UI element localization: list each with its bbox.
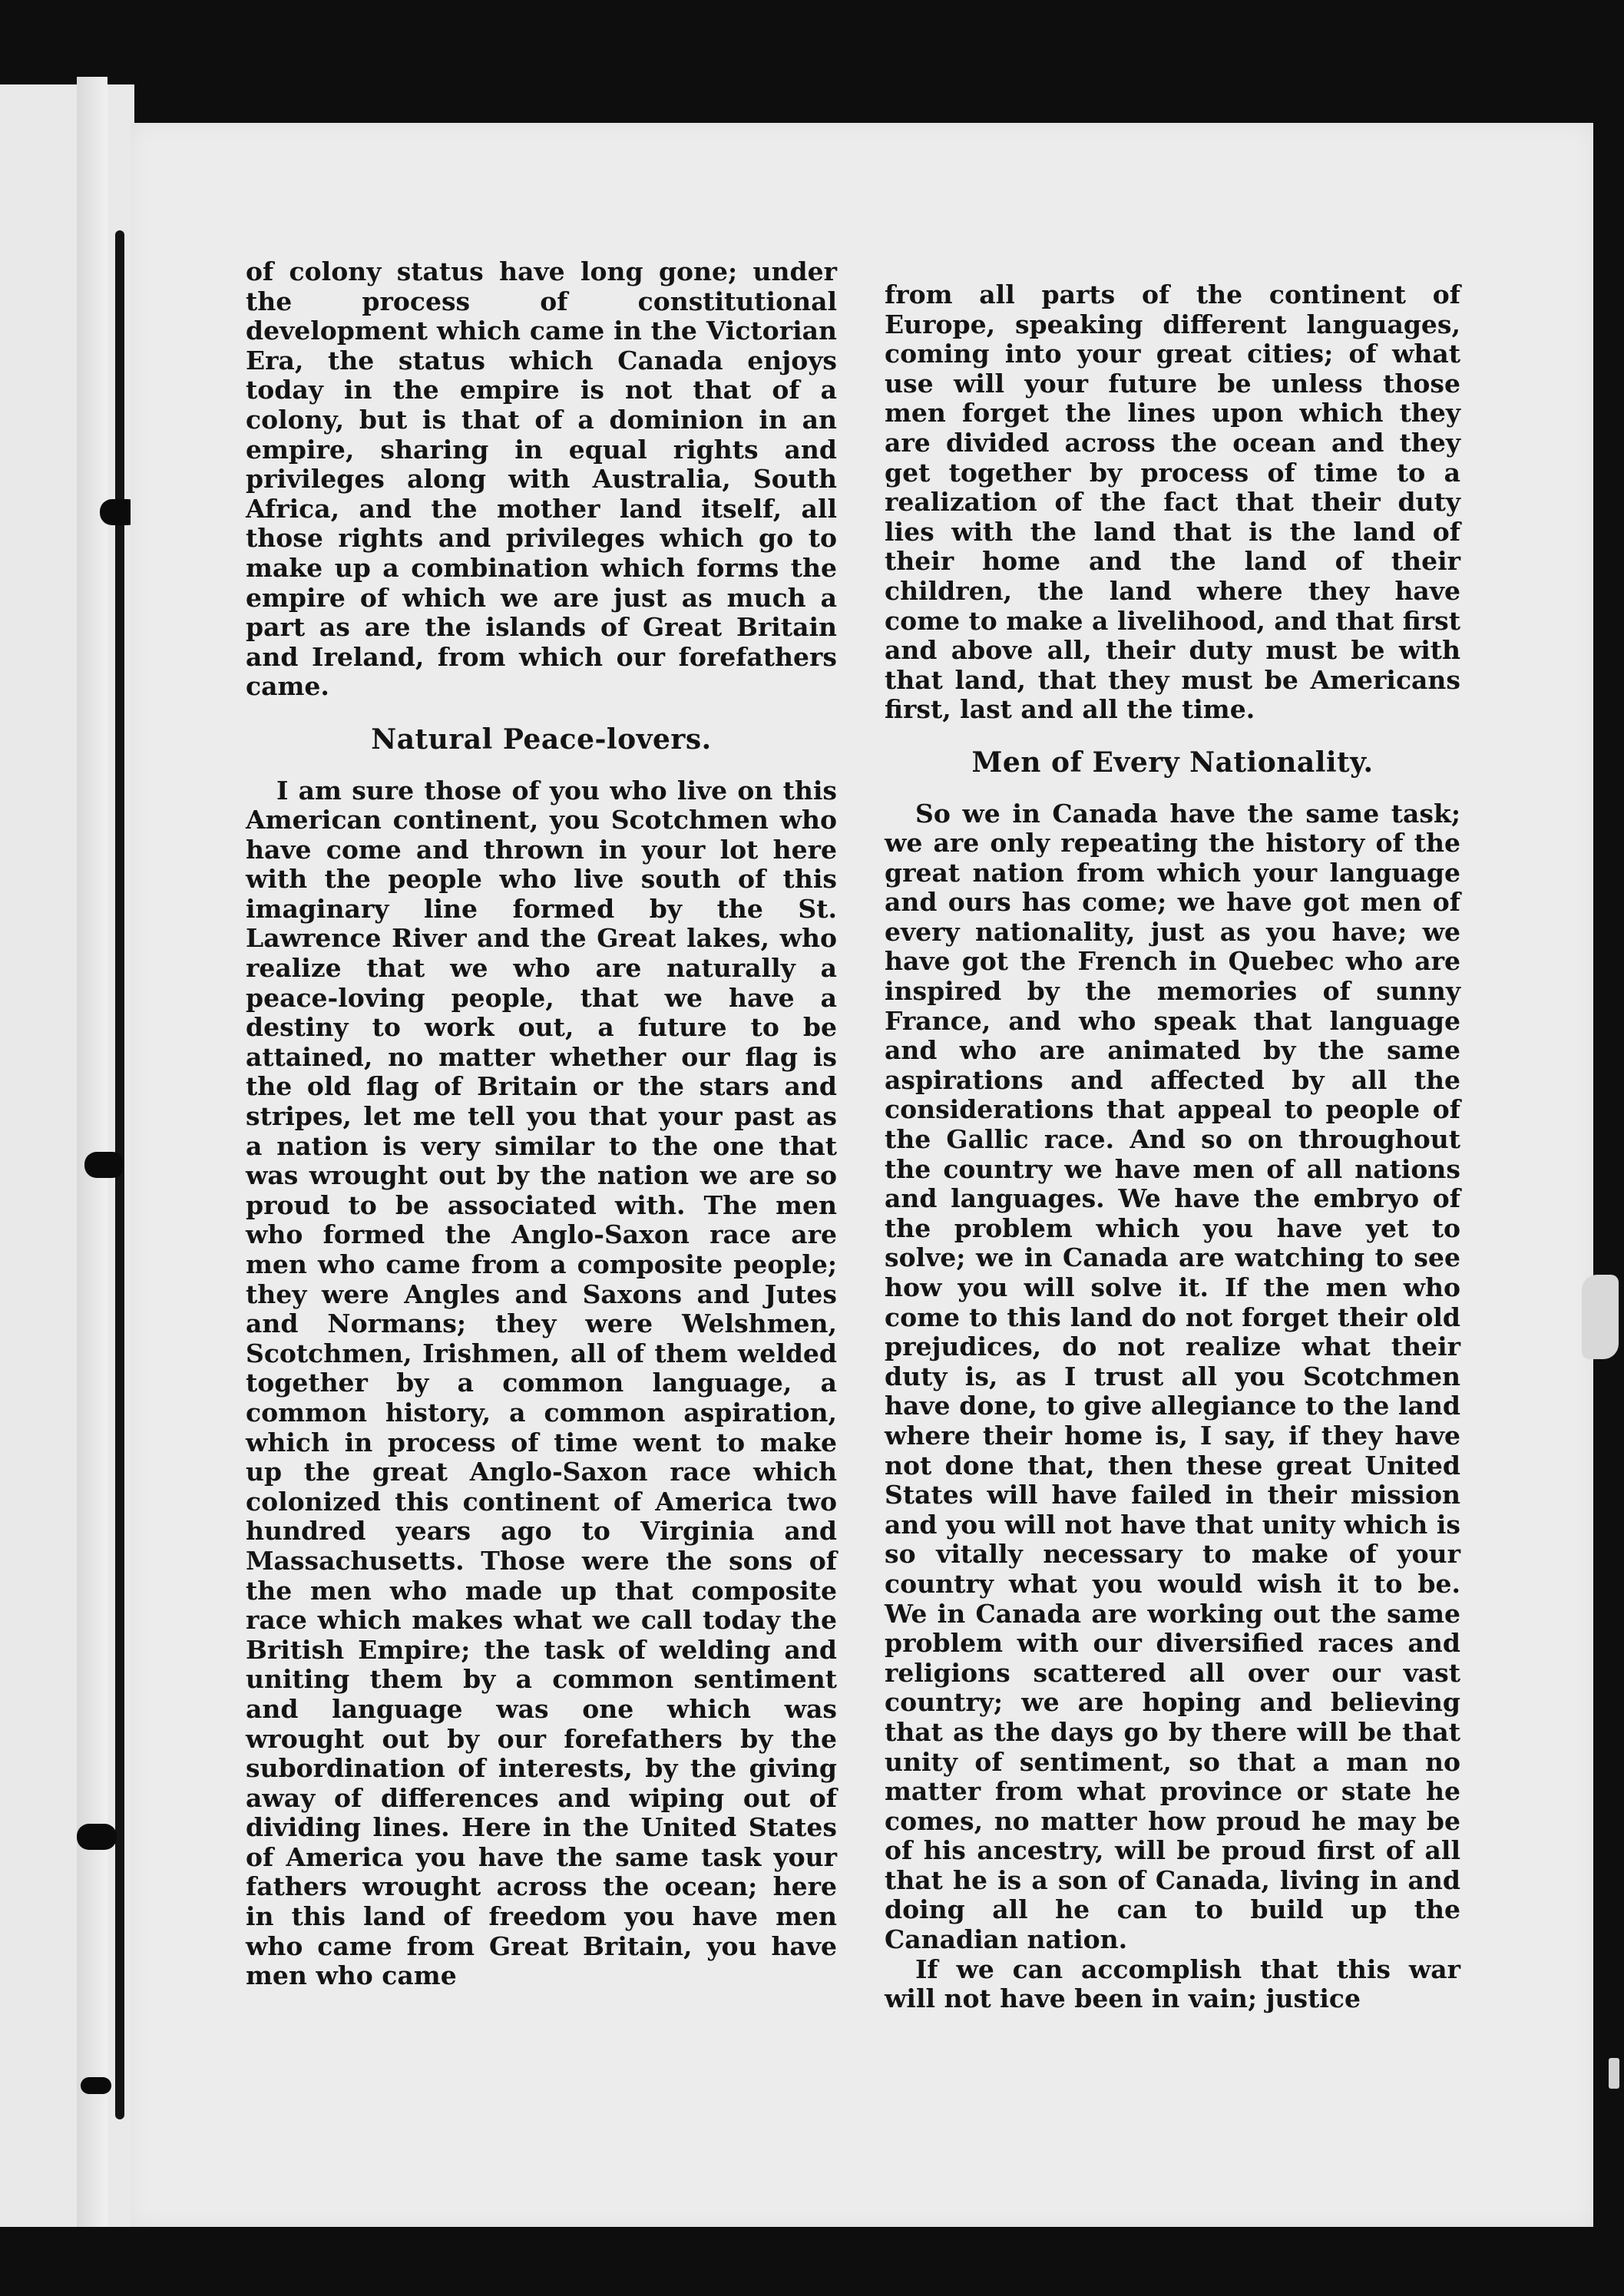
left-text-column	[246, 257, 837, 1991]
section-heading-peace-lovers: Natural Peace-lovers.	[371, 723, 712, 756]
binding-stitch	[81, 2077, 111, 2094]
paper-edge-mark	[1609, 2058, 1619, 2089]
binding-stitch	[84, 1152, 124, 1178]
paper-tear-mark	[1582, 1275, 1619, 1359]
continued-paragraph: from all parts of the continent of Europe, speaking different languages, coming into your great cities; of what use will your future be unless those men forget the lines upon which they are divided across the ocean and they get together by process of time to a realization of the fact that their duty lies with the land that is the land of their home and the land of their children, the land where they have come to make a livelihood, and that first and above all, their duty must be with that land, that they must be Americans first, last and all the time.	[885, 280, 1460, 725]
binding-stitch	[77, 1824, 117, 1850]
peace-lovers-paragraph: I am sure those of you who live on this American continent, you Scotchmen who have come and thrown in your lot here with the people who live south of this imaginary line formed by the St. Lawrence River and the Great lakes, who realize that we who are naturally a peace-loving people, that we have a destiny to work out, a future to be attained, no matter whether our flag is the old flag of Britain or the stars and stripes, let me tell you that your past as a nation is very similar to the one that was wrought out by the nation we are so proud to be associated with. The men who formed the Anglo-Saxon race are men who came from a composite people; they were Angles and Saxons and Jutes and Normans; they were Welshmen, Scotchmen, Irishmen, all of them welded together by a common language, a common history, a common aspiration, which in process of time went to make up the great Anglo-Saxon race which colonized this continent of America two hundred years ago to Virginia and Massachusetts. Those were the sons of the men who made up that composite race which makes what we call today the British Empire; the task of welding and uniting them by a common sentiment and language was one which was wrought out by our forefathers by the subordination of interests, by the giving away of differences and wiping out of dividing lines. Here in the United States of America you have the same task your fathers wrought across the ocean; here in this land of freedom you have men who came from Great Britain, you have men who came	[246, 775, 837, 1991]
right-text-column	[885, 280, 1460, 2014]
section-heading-nationality: Men of Every Nationality.	[971, 746, 1374, 779]
document-page	[131, 123, 1593, 2227]
intro-paragraph: of colony status have long gone; under the process of constitutional development which came in the Victorian Era, the status which Canada enjoys today in the empire is not that of a colony, but is that of a dominion in an empire, sharing in equal rights and privileges along with Australia, South Africa, and the mother land itself, all those rights and privileges which go to make up a combination which forms the empire of which we are just as much a part as are the islands of Great Britain and Ireland, from which our forefathers came.	[246, 256, 837, 702]
nationality-paragraph: So we in Canada have the same task; we are only repeating the history of the great nation from which your language and ours has come; we have got men of every nationality, just as you have; we have got the French in Quebec who are inspired by the memories of sunny France, and who speak that language and who are animated by the same aspirations and affected by all the considerations that appeal to people of the Gallic race. And so on throughout the country we have men of all nations and languages. We have the embryo of the problem which you have yet to solve; we in Canada are watching to see how you will solve it. If the men who come to this land do not forget their old prejudices, do not realize what their duty is, as I trust all you Scotchmen have done, to give allegiance to the land where their home is, I say, if they have not done that, then these great United States will have failed in their mission and you will not have that unity which is so vitally necessary to make of your country what you would wish it to be. We in Canada are working out the same problem with our diversified races and religions scattered all over our vast country; we are hoping and believing that as the days go by there will be that unity of sentiment, so that a man no matter from what province or state he comes, no matter how proud he may be of his ancestry, will be proud first of all that he is a son of Canada, living in and doing all he can to build up the Canadian nation.	[885, 798, 1460, 1955]
war-paragraph: If we can accomplish that this war will not have been in vain; justice	[885, 1954, 1460, 2014]
